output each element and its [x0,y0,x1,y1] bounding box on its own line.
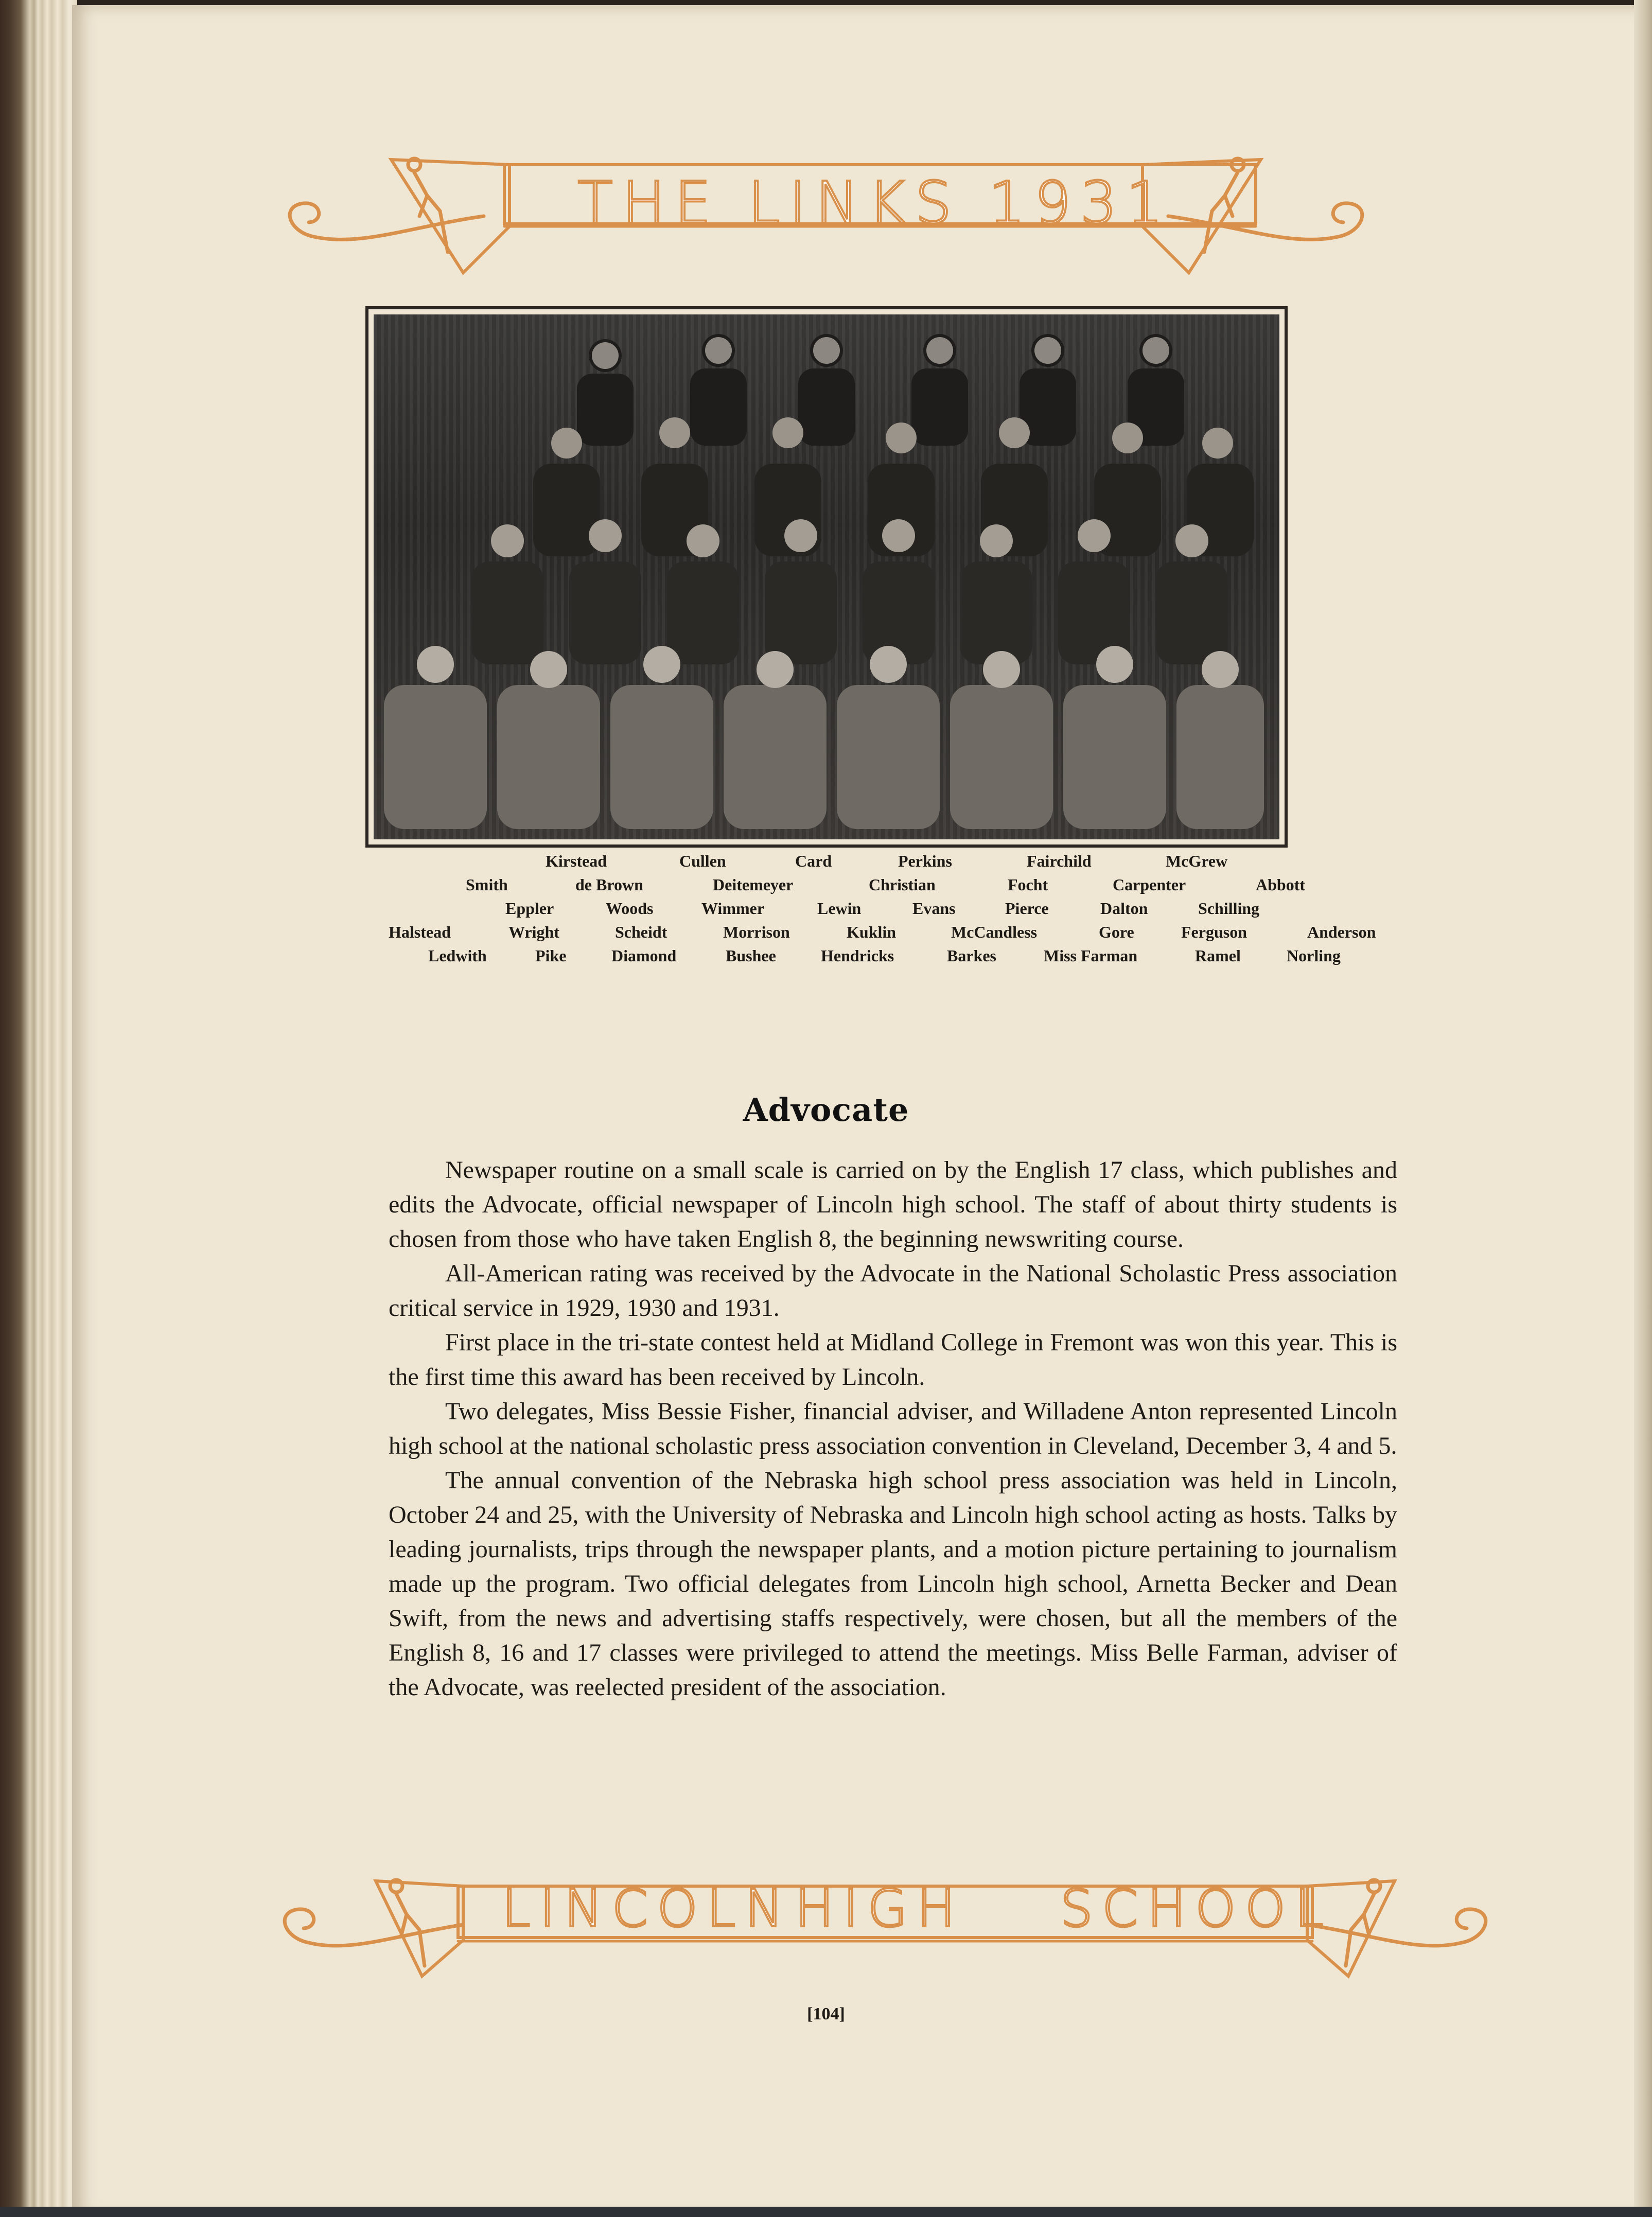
caption-name: Lewin [817,899,862,918]
caption-name: Schilling [1198,899,1260,918]
school-word: LINCOLN [502,1878,793,1939]
caption-name: Pike [535,946,567,965]
people-silhouettes [374,314,1269,829]
caption-name: Scheidt [615,923,667,941]
caption-name: Bushee [726,946,776,965]
caption-name: Deitemeyer [713,875,794,894]
paragraph: First place in the tri-state contest held at Midland College in Fremont was won this year. This is the first time this award has been received by Lincoln. [389,1329,1397,1391]
caption-name: Smith [466,875,508,894]
caption-name: Gore [1099,923,1134,941]
school-word: SCHOOL [1060,1878,1333,1939]
caption-name: Anderson [1307,923,1376,941]
caption-name: Pierce [1005,899,1049,918]
caption-name: McCandless [951,923,1038,941]
caption-name: Diamond [611,946,677,965]
group-photo [374,314,1279,839]
caption-name: Dalton [1100,899,1148,918]
caption-name: Ferguson [1181,923,1247,941]
caption-name: Evans [912,899,956,918]
caption-name: Christian [869,875,936,894]
caption-name: Kirstead [546,852,607,870]
photo-frame [365,306,1288,848]
caption-name: Hendricks [821,946,894,965]
school-word: HIGH [795,1878,965,1939]
caption-name: Halstead [389,923,451,941]
caption-name: Wimmer [701,899,765,918]
photo-caption-names [381,852,1376,980]
caption-name: Ledwith [428,946,487,965]
caption-name: Barkes [947,946,996,965]
paragraph: All-American rating was received by the Advocate in the National Scholastic Press association critical service in 1929, 1930 and 1931. [389,1260,1397,1322]
caption-name: McGrew [1166,852,1228,870]
article-body [389,1153,1397,1704]
header-banner [0,149,1652,283]
caption-name: Morrison [723,923,790,941]
caption-name: Wright [508,923,559,941]
caption-name: de Brown [575,875,643,894]
caption-name: Perkins [898,852,952,870]
caption-name: Ramel [1195,946,1241,965]
paragraph: The annual convention of the Nebraska high school press association was held in Lincoln, October 24 and 25, with the University of Nebraska and Lincoln high school acting as hosts. Talks by leading journalists, trips through the newspaper plants, and a motion picture pertaining to journalism made up the program. Two official delegates from Lincoln high school, Arnetta Becker and Dean Swift, from the news and advertising staffs respectively, were chosen, but all the members of the English 8, 16 and 17 classes were privileged to attend the meetings. Miss Belle Farman, adviser of the Advocate, was reelected president of the association. [389,1467,1397,1701]
yearbook-title: THE LINKS 1931 [577,170,1172,237]
caption-name: Focht [1008,875,1048,894]
caption-name: Eppler [505,899,554,918]
caption-name: Abbott [1256,875,1306,894]
book-bottom-edge [0,2207,1652,2217]
caption-name: Fairchild [1027,852,1092,870]
caption-name: Card [795,852,832,870]
caption-name: Carpenter [1113,875,1186,894]
paragraph: Newspaper routine on a small scale is carried on by the English 17 class, which publishes and edits the Advocate, official newspaper of Lincoln high school. The staff of about thirty students is chosen from those who have taken English 8, the beginning newswriting course. [389,1156,1397,1253]
caption-name: Norling [1287,946,1341,965]
caption-name: Woods [606,899,654,918]
paragraph: Two delegates, Miss Bessie Fisher, financial adviser, and Willadene Anton represented Lincoln high school at the national scholastic press association convention in Cleveland, December 3, 4 and 5. [389,1398,1397,1459]
caption-name: Miss Farman [1044,946,1138,965]
footer-banner [0,1848,1652,1981]
caption-name: Cullen [679,852,726,870]
page-number: [104] [807,2004,845,2024]
caption-name: Kuklin [847,923,897,941]
section-heading: Advocate [743,1091,909,1129]
